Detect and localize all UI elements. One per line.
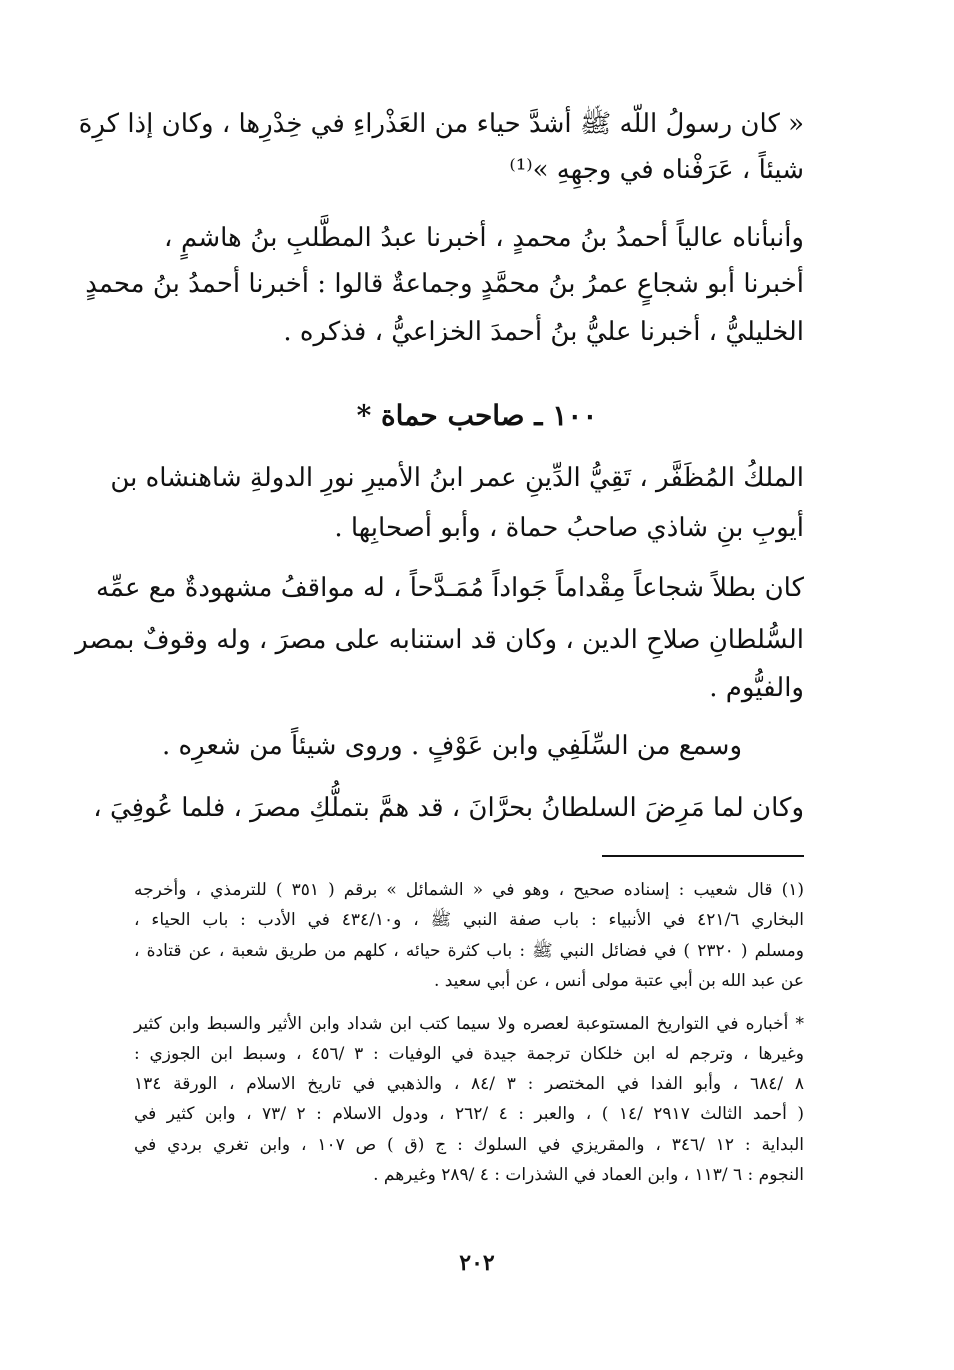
footnote-separator: [602, 855, 804, 857]
footnote-line-3: ومسلم ( ٢٣٢٠ ) في فضائل النبي ﷺ : باب كثرة حيائه ، كلهم من طريق شعبة ، عن قتادة ،: [134, 941, 804, 961]
body-line-11: وسمع من السِّلَفِي وابن عَوْفٍ . وروى شيئاً من شعرِه .: [161, 731, 742, 761]
body-line-10: والفيُّوم .: [709, 673, 804, 703]
body-line-2: شيئاً ، عَرَفْناه في وجهِهِ »⁽¹⁾: [509, 155, 804, 185]
footnote-line-4: عن عبد الله بن أبي عتبة مولى أنس ، عن أبي سعيد .: [433, 971, 804, 991]
section-heading: ١٠٠ ـ صاحب حماة *: [356, 399, 598, 432]
footnote-line-9: البداية : ١٢ /٣٤٦ ، والمقريزي في السلوك : ج (ق ) ص ١٠٧ ، وابن تغري بردي في: [134, 1135, 805, 1155]
footnote-line-5: * أخباره في التواريخ المستوعبة لعصره ولا سيما كتب ابن شداد وابن الأثير والسبط وابن كثير: [134, 1014, 804, 1034]
footnote-line-1: (١) قال شعيب : إسناده صحيح ، وهو في « الشمائل » برقم ( ٣٥١ ) للترمذي ، وأخرجه: [134, 880, 804, 900]
footnote-line-2: البخاري ٤٢١/٦ في الأنبياء : باب صفة النبي ﷺ ، و٤٣٤/١٠ في الأدب : باب الحياء ،: [134, 910, 805, 930]
footnote-line-7: ٨ /٦٨٤ ، وأبو الفدا في المختصر : ٣ /٨٤ ، والذهبي في تاريخ الاسلام ، الورقة ١٣٤: [134, 1074, 804, 1094]
body-line-9: السُّلطانِ صلاحِ الدين ، وكان قد استنابه على مصرَ ، وله وقوفٌ بمصر: [75, 625, 804, 655]
body-line-1: « كان رسولُ اللّه ﷺ أشدَّ حياء من العَذْراءِ في خِدْرِها ، وكان إذا كرِهَ: [78, 109, 804, 139]
body-line-5: الخليليُّ ، أخبرنا عليُّ بنُ أحمدَ الخزاعيُّ ، فذكره .: [283, 317, 804, 347]
footnote-line-8: ( أحمد الثالث ٢٩١٧ /١٤ ) ، والعبر : ٤ /٢٦٢ ، ودول الاسلام : ٢ /٧٣ ، وابن كثير في: [134, 1104, 804, 1124]
body-line-3: وأنبأناه عالياً أحمدُ بنُ محمدٍ ، أخبرنا عبدُ المطَّلبِ بنُ هاشمٍ ،: [164, 223, 804, 253]
page-number: ٢٠٢: [459, 1250, 495, 1276]
body-line-8: كان بطلاً شجاعاً مِقْداماً جَواداً مُمَـدَّحاً ، له مواقفُ مشهودةٌ مع عمِّه: [95, 573, 804, 603]
body-line-6: الملكُ المُظَفَّر ، تَقِيُّ الدِّينِ عمر ابنُ الأميرِ نورِ الدولةِ شاهنشاه بن: [110, 463, 804, 493]
body-line-4: أخبرنا أبو شجاعٍ عمرُ بنُ محمَّدٍ وجماعةٌ قالوا : أخبرنا أحمدُ بنُ محمدٍ: [85, 269, 804, 299]
footnote-line-6: وغيرها ، وترجم له ابن خلكان ترجمة جيدة في الوفيات : ٣ /٤٥٦ ، وسبط ابن الجوزي :: [134, 1044, 804, 1064]
body-line-7: أيوبِ بنِ شاذي صاحبُ حماة ، وأبو أصحابِها .: [334, 513, 804, 543]
body-line-12: وكان لما مَرِضَ السلطانُ بحرَّانَ ، قد همَّ بتملُّكِ مصرَ ، فلما عُوفِيَ ،: [93, 793, 804, 823]
footnote-line-10: النجوم : ٦ /١١٣ ، وابن العماد في الشذرات : ٤ /٢٨٩ وغيرهم .: [373, 1165, 804, 1185]
